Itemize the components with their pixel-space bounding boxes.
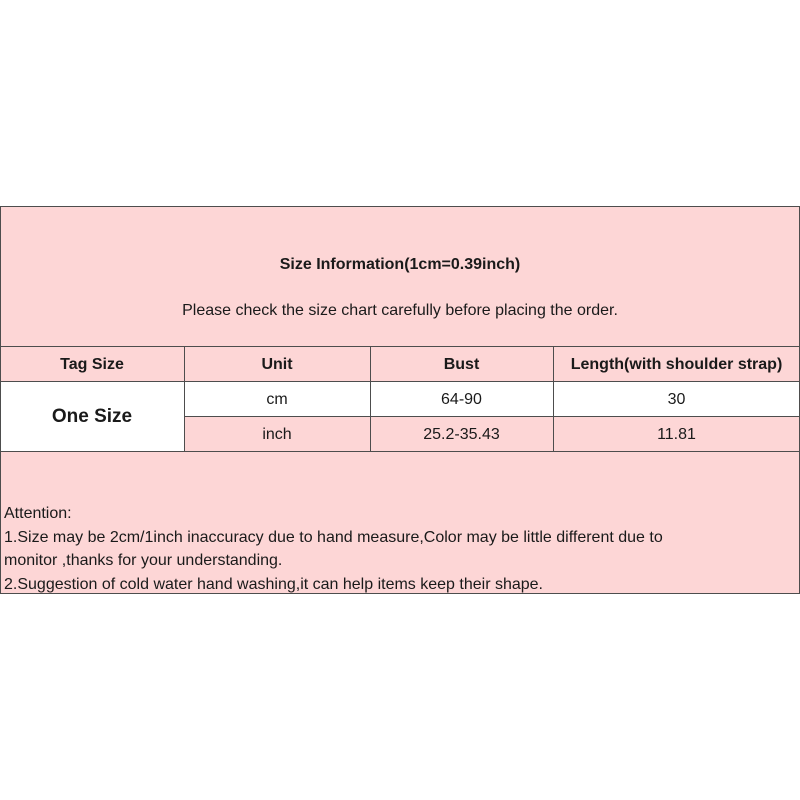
- attention-note-2: 2.Suggestion of cold water hand washing,it can help items keep their shape.: [4, 575, 543, 593]
- header-bottom-border: [0, 381, 800, 382]
- sheet-top-border: [0, 206, 800, 207]
- table-bottom-border: [0, 451, 800, 452]
- row-inch-bust: 25.2-35.43: [370, 417, 553, 452]
- attention-note-1a: 1.Size may be 2cm/1inch inaccuracy due to hand measure,Color may be little different due to: [4, 528, 663, 546]
- size-info-subtitle: Please check the size chart carefully before placing the order.: [182, 302, 618, 319]
- row-inch-unit: inch: [184, 417, 370, 452]
- attention-title: Attention:: [4, 505, 72, 522]
- col-divider-2: [370, 346, 371, 452]
- col-divider-3: [553, 346, 554, 452]
- header-length: Length(with shoulder strap): [553, 347, 800, 382]
- row-cm-length: 30: [553, 382, 800, 417]
- size-info-title: Size Information(1cm=0.39inch): [279, 256, 521, 273]
- attention-note-1b: monitor ,thanks for your understanding.: [4, 552, 283, 569]
- col-divider-1: [184, 346, 185, 452]
- row-cm-bust: 64-90: [370, 382, 553, 417]
- header-bust: Bust: [370, 347, 553, 382]
- row-divider: [184, 416, 800, 417]
- header-tag-size: Tag Size: [0, 347, 184, 382]
- sheet-left-border: [0, 206, 1, 594]
- attention-notes: [4, 502, 663, 596]
- table-top-border: [0, 346, 800, 347]
- tag-size-value: One Size: [0, 382, 184, 452]
- row-cm-unit: cm: [184, 382, 370, 417]
- header-unit: Unit: [184, 347, 370, 382]
- row-inch-length: 11.81: [553, 417, 800, 452]
